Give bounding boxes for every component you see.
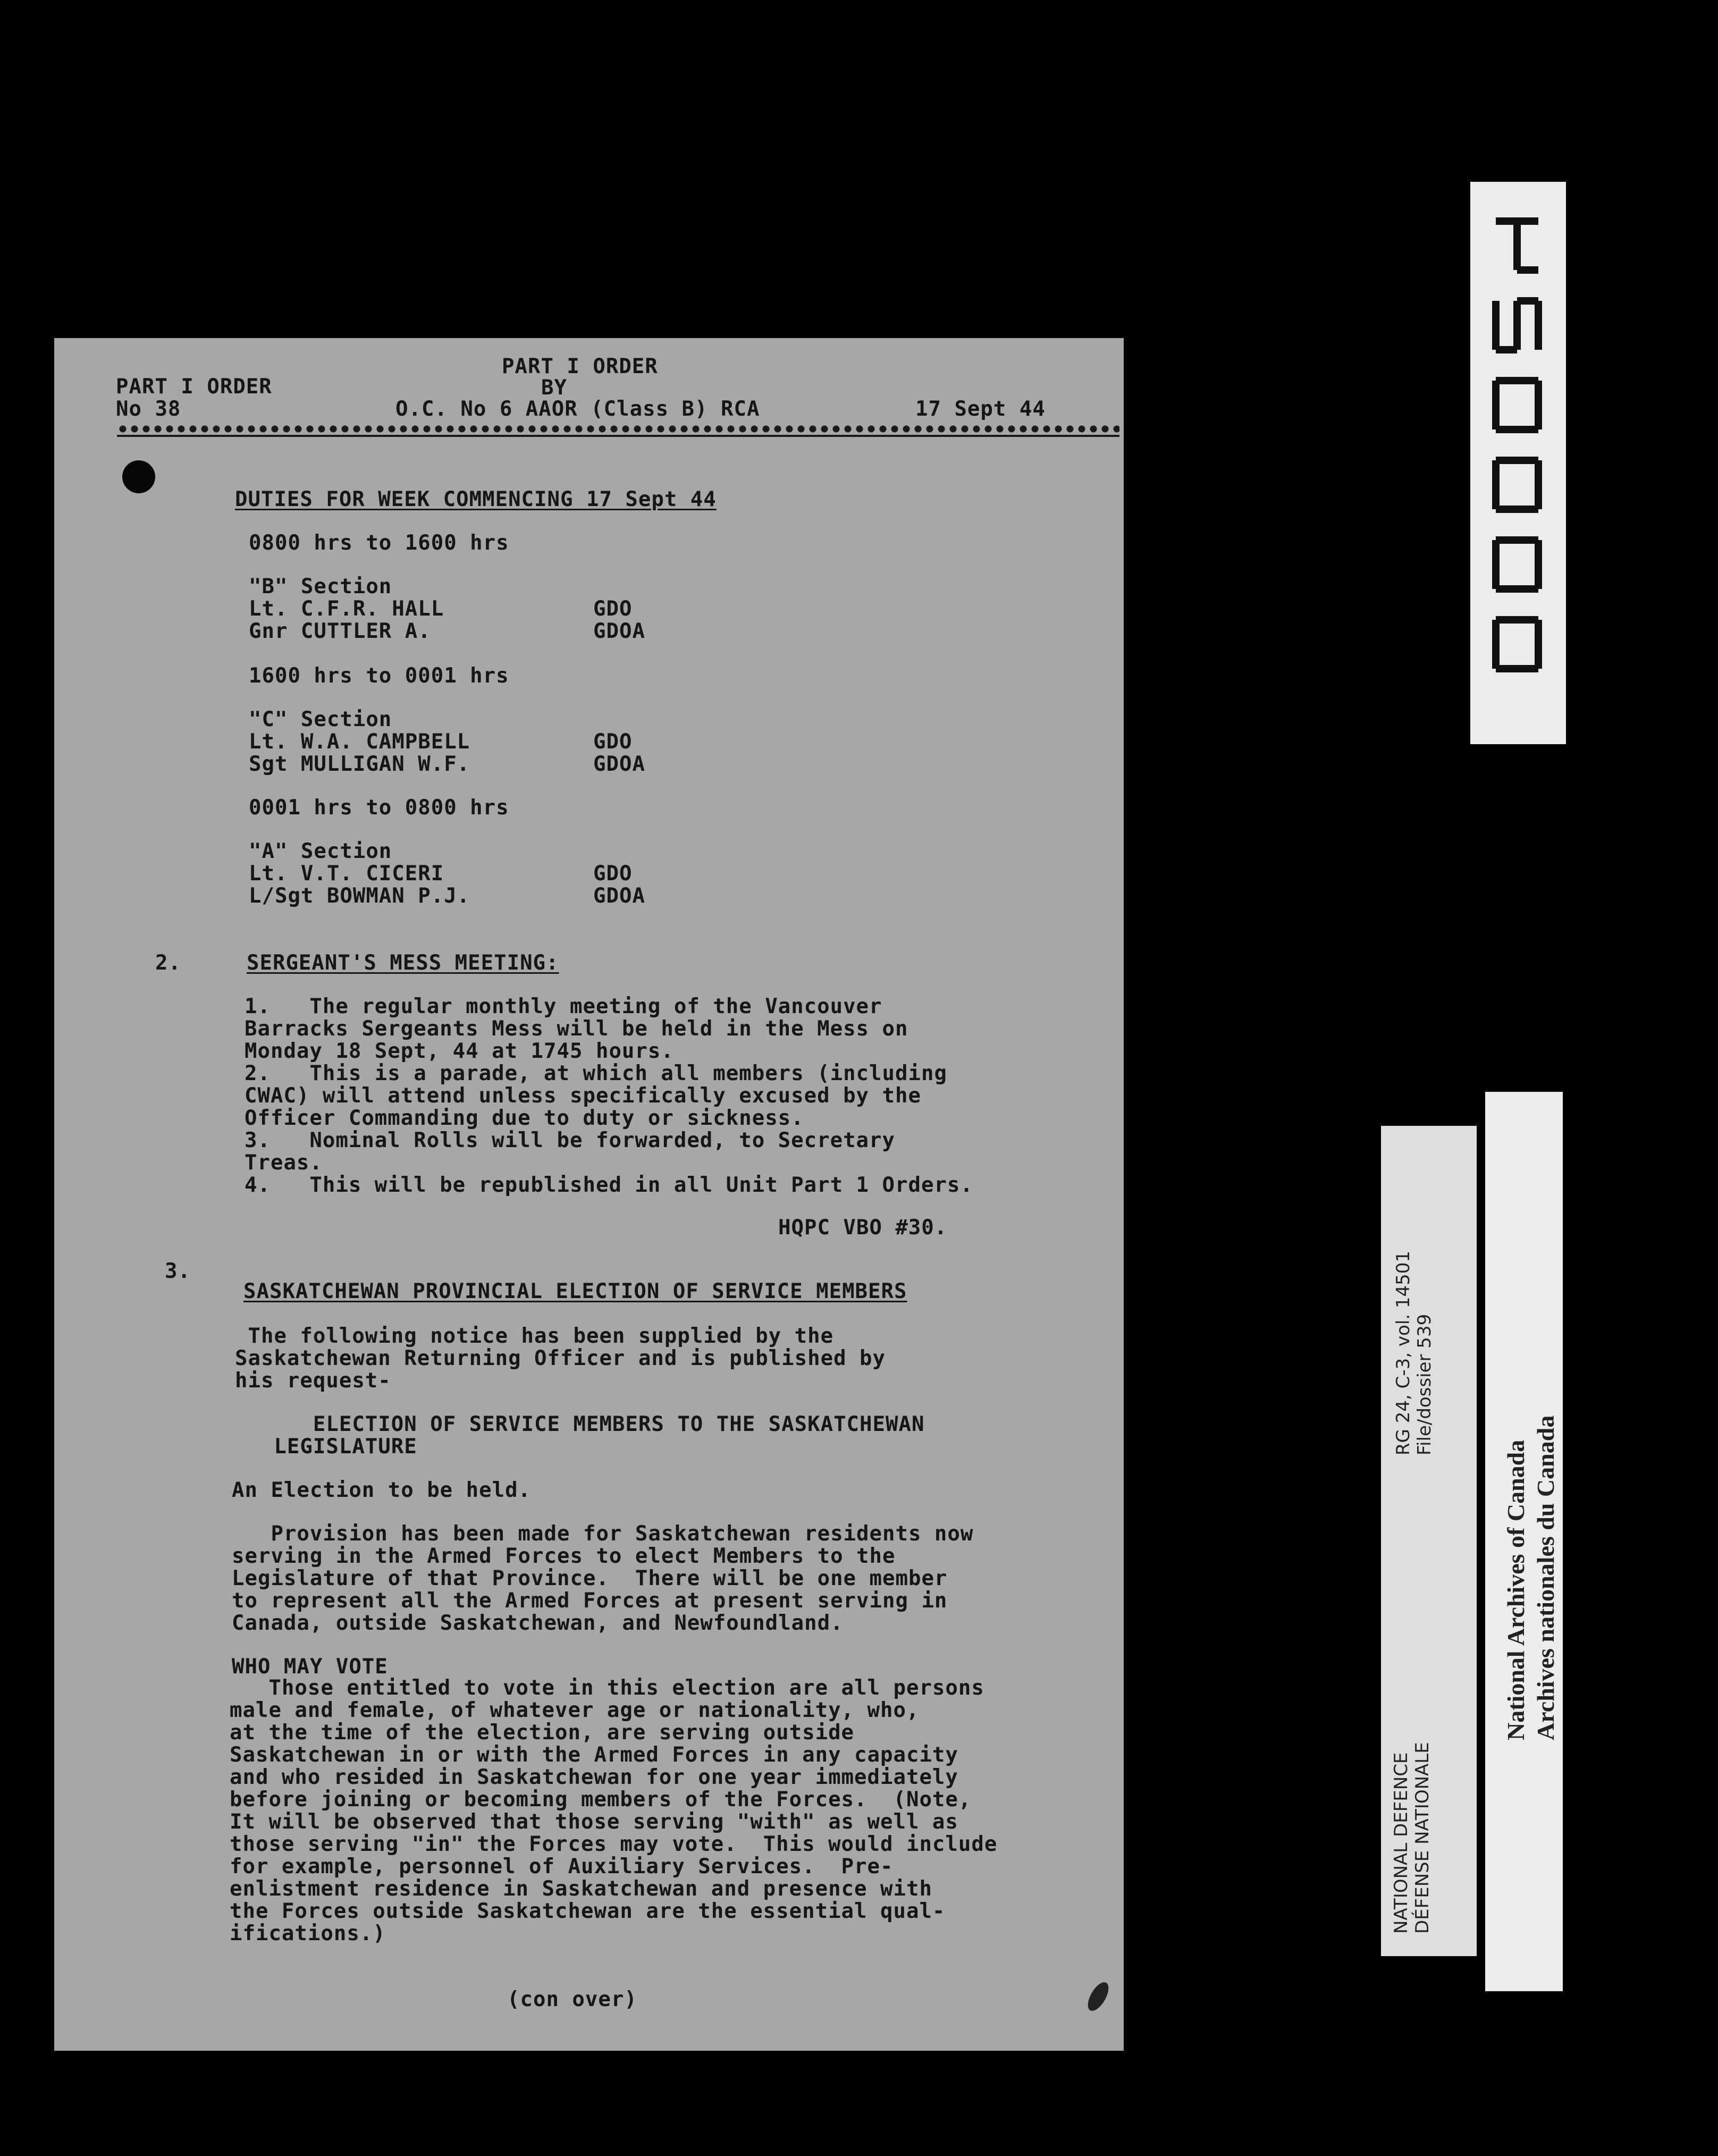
duty-role: GDOA	[593, 752, 645, 776]
who-line: ifications.)	[230, 1922, 386, 1946]
provision-line: Legislature of that Province. There will be one member	[232, 1567, 948, 1590]
who-line: Those entitled to vote in this election are all persons	[230, 1676, 984, 1700]
duty-role: GDO	[593, 862, 633, 886]
duty-role: GDO	[593, 730, 633, 754]
order-date: 17 Sept 44	[915, 397, 1046, 421]
shift-time: 1600 hrs to 0001 hrs	[249, 664, 509, 688]
duty-role: GDOA	[593, 884, 645, 908]
provision-line: Provision has been made for Saskatchewan residents now	[232, 1522, 974, 1546]
provision-line: serving in the Armed Forces to elect Members to the	[232, 1544, 896, 1568]
mess-line: 1. The regular monthly meeting of the Vancouver	[245, 995, 882, 1018]
archives-label	[1485, 1092, 1563, 1991]
mess-line: Treas.	[245, 1151, 323, 1175]
shift-time: 0800 hrs to 1600 hrs	[249, 531, 509, 555]
frame-digit	[1485, 453, 1549, 517]
mess-line: 3. Nominal Rolls will be forwarded, to Secretary	[245, 1128, 895, 1152]
section-number: 3.	[165, 1259, 191, 1283]
order-title: PART I ORDER	[502, 355, 658, 378]
duty-name: Gnr CUTTLER A.	[249, 619, 431, 643]
notice-title: LEGISLATURE	[235, 1435, 417, 1459]
who-heading: WHO MAY VOTE	[232, 1655, 388, 1679]
mess-line: 4. This will be republished in all Unit Part 1 Orders.	[245, 1173, 973, 1197]
duty-name: L/Sgt BOWMAN P.J.	[249, 884, 470, 908]
intro-line: his request-	[235, 1369, 391, 1393]
shift-time: 0001 hrs to 0800 hrs	[249, 796, 509, 820]
provision-line: to represent all the Armed Forces at present serving in	[232, 1589, 948, 1613]
mess-line: Monday 18 Sept, 44 at 1745 hours.	[245, 1039, 674, 1063]
duty-name: Lt. W.A. CAMPBELL	[249, 730, 470, 754]
order-number: No 38	[116, 397, 181, 421]
punch-hole	[122, 460, 155, 493]
who-line: enlistment residence in Saskatchewan and presence with	[230, 1877, 932, 1901]
who-line: male and female, of whatever age or nationality, who,	[230, 1698, 920, 1722]
department-label: NATIONAL DEFENCE DÉFENSE NATIONALE	[1391, 1742, 1433, 1934]
order-title-by: BY	[541, 376, 567, 400]
shift-section: "A" Section	[249, 839, 392, 863]
who-line: It will be observed that those serving "with" as well as	[230, 1810, 958, 1834]
duties-heading: DUTIES FOR WEEK COMMENCING 17 Sept 44	[235, 487, 717, 511]
who-line: the Forces outside Saskatchewan are the essential qual-	[230, 1899, 946, 1923]
archive-reference: RG 24, C-3, vol. 14501 File/dossier 539	[1393, 1250, 1435, 1455]
duty-name: Lt. C.F.R. HALL	[249, 597, 444, 621]
mess-line: 2. This is a parade, at which all members (including	[245, 1062, 947, 1085]
who-line: and who resided in Saskatchewan for one year immediately	[230, 1765, 958, 1789]
duty-role: GDO	[593, 597, 633, 621]
order-page	[54, 338, 1124, 2051]
who-line: those serving "in" the Forces may vote. This would include	[230, 1832, 998, 1856]
election-line: An Election to be held.	[232, 1478, 532, 1502]
shift-section: "B" Section	[249, 575, 392, 599]
frame-digit	[1485, 373, 1549, 437]
part-label: PART I ORDER	[116, 375, 272, 399]
mess-line: CWAC) will attend unless specifically excused by the	[245, 1084, 921, 1108]
intro-line: The following notice has been supplied by the	[235, 1324, 834, 1348]
shift-section: "C" Section	[249, 708, 392, 731]
ink-mark	[1084, 1979, 1113, 2014]
intro-line: Saskatchewan Returning Officer and is published by	[235, 1346, 886, 1370]
section-number: 2.	[155, 951, 181, 975]
frame-digit	[1485, 612, 1549, 676]
frame-digit	[1485, 293, 1549, 357]
who-line: Saskatchewan in or with the Armed Forces in any capacity	[230, 1743, 958, 1767]
who-line: at the time of the election, are serving outside	[230, 1721, 855, 1745]
duty-role: GDOA	[593, 619, 645, 643]
duty-name: Lt. V.T. CICERI	[249, 862, 444, 886]
mess-reference: HQPC VBO #30.	[778, 1216, 948, 1240]
duty-name: Sgt MULLIGAN W.F.	[249, 752, 470, 776]
provision-line: Canada, outside Saskatchewan, and Newfoundland.	[232, 1611, 844, 1635]
mess-meeting-heading: SERGEANT'S MESS MEETING:	[247, 951, 559, 975]
order-issuer: O.C. No 6 AAOR (Class B) RCA	[395, 397, 760, 421]
reference-label	[1381, 1126, 1477, 1956]
frame-digit	[1485, 533, 1549, 596]
who-line: for example, personnel of Auxiliary Services. Pre-	[230, 1855, 894, 1879]
notice-title: ELECTION OF SERVICE MEMBERS TO THE SASKATCHEWAN	[235, 1412, 925, 1436]
frame-digit	[1485, 214, 1549, 277]
mess-line: Barracks Sergeants Mess will be held in the Mess on	[245, 1017, 908, 1041]
who-line: before joining or becoming members of the Forces. (Note,	[230, 1788, 972, 1812]
frame-number-card	[1470, 182, 1566, 744]
mess-line: Officer Commanding due to duty or sickness.	[245, 1106, 804, 1130]
archives-name: National Archives of Canada Archives nationales du Canada	[1502, 1415, 1559, 1740]
header-border	[117, 423, 1119, 435]
header-rule	[117, 435, 1119, 437]
election-heading: SASKATCHEWAN PROVINCIAL ELECTION OF SERVICE MEMBERS	[243, 1279, 907, 1303]
continued-note: (con over)	[507, 1987, 637, 2011]
